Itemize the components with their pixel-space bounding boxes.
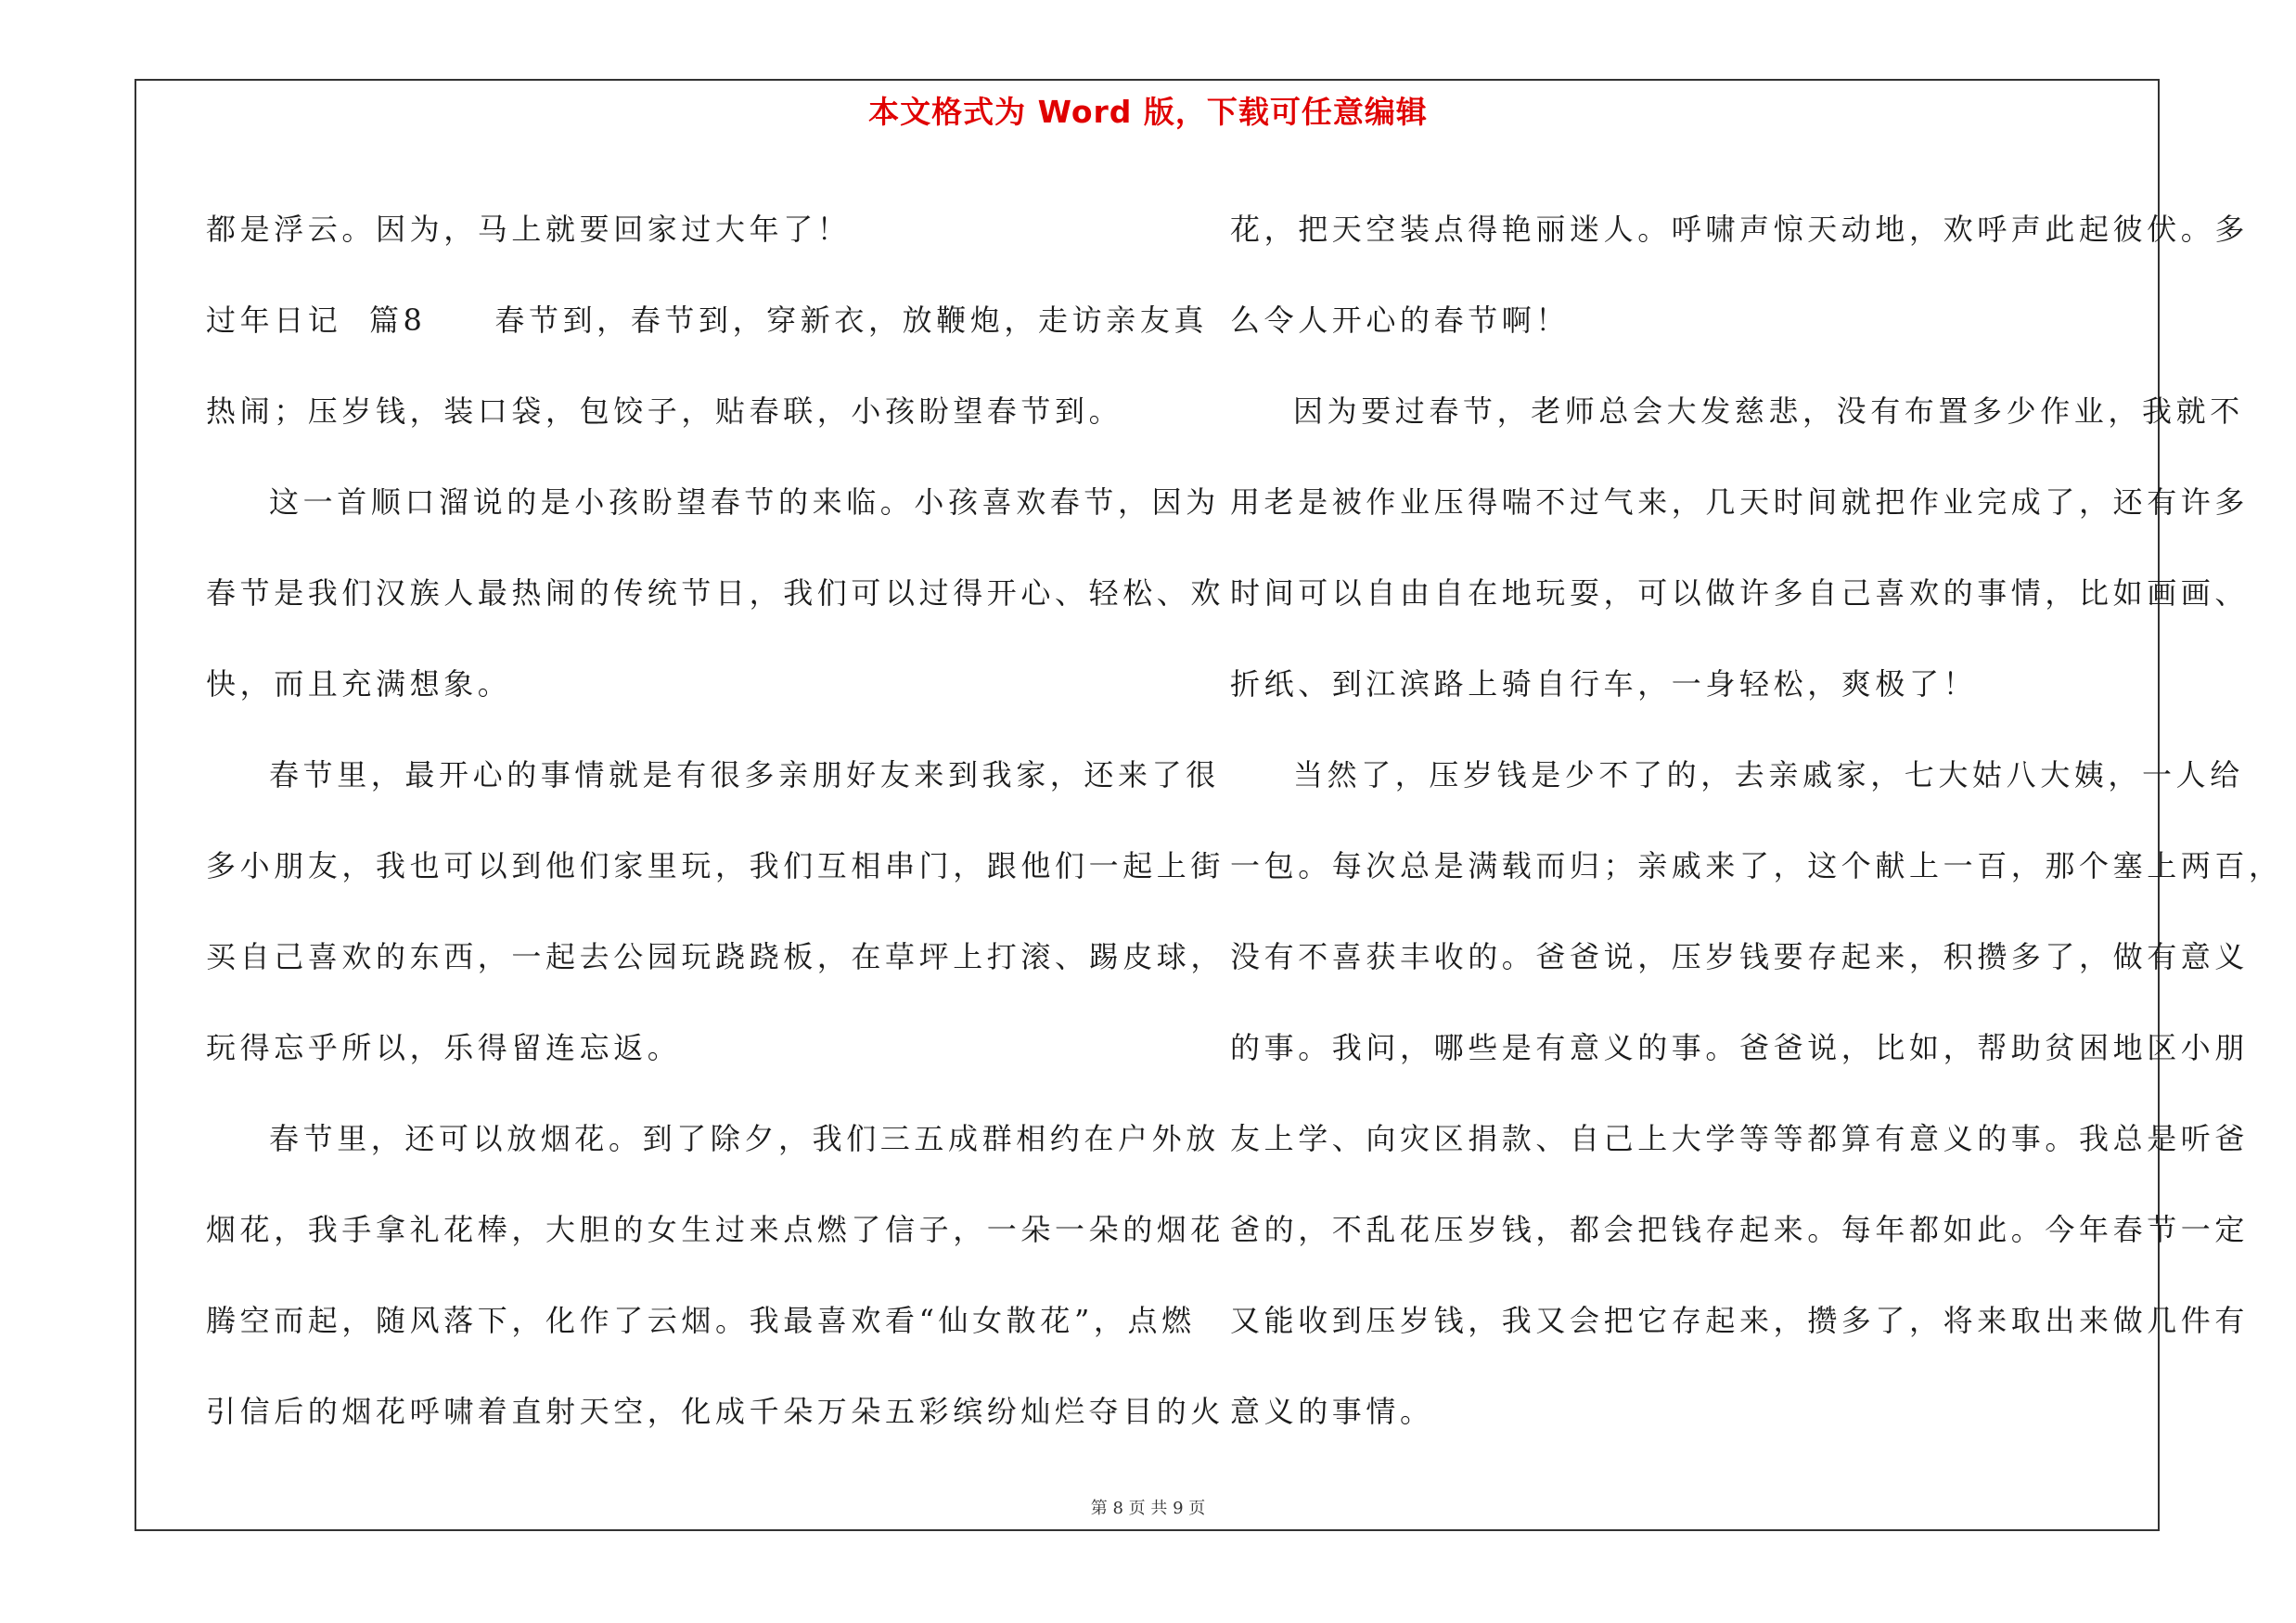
text-line: 当然了，压岁钱是少不了的，去亲戚家，七大姑八大姨，一人给: [1293, 757, 2244, 792]
text-line: 春节里，还可以放烟花。到了除夕，我们三五成群相约在户外放: [269, 1121, 1220, 1156]
text-line: 热闹；压岁钱，装口袋，包饺子，贴春联，小孩盼望春节到。: [206, 393, 1123, 429]
text-line: 爸的，不乱花压岁钱，都会把钱存起来。每年都如此。今年春节一定: [1230, 1212, 2250, 1247]
text-line: 都是浮云。因为，马上就要回家过大年了！: [206, 212, 852, 247]
text-line: 引信后的烟花呼啸着直射天空，化成千朵万朵五彩缤纷灿烂夺目的火: [206, 1394, 1225, 1429]
page-number-footer: 第 8 页 共 9 页: [1090, 1499, 1206, 1518]
text-line: 折纸、到江滨路上骑自行车，一身轻松，爽极了！: [1230, 666, 1978, 702]
text-line: 多小朋友，我也可以到他们家里玩，我们互相串门，跟他们一起上街: [206, 848, 1225, 883]
right-text-column: [1230, 184, 2283, 1457]
text-line: 友上学、向灾区捐款、自己上大学等等都算有意义的事。我总是听爸: [1230, 1121, 2250, 1156]
text-line: 时间可以自由自在地玩耍，可以做许多自己喜欢的事情，比如画画、: [1230, 575, 2250, 611]
text-line: 烟花，我手拿礼花棒，大胆的女生过来点燃了信子，一朵一朵的烟花: [206, 1212, 1225, 1247]
text-line: 没有不喜获丰收的。爸爸说，压岁钱要存起来，积攒多了，做有意义: [1230, 939, 2250, 974]
text-line: 腾空而起，随风落下，化作了云烟。我最喜欢看“仙女散花”，点燃: [206, 1303, 1196, 1338]
text-line: 这一首顺口溜说的是小孩盼望春节的来临。小孩喜欢春节，因为: [269, 484, 1220, 520]
left-text-column: [206, 184, 1225, 1457]
text-line: 又能收到压岁钱，我又会把它存起来，攒多了，将来取出来做几件有: [1230, 1303, 2250, 1338]
text-line: 花，把天空装点得艳丽迷人。呼啸声惊天动地，欢呼声此起彼伏。多: [1230, 212, 2250, 247]
text-line: 过年日记 篇8 春节到，春节到，穿新衣，放鞭炮，走访亲友真: [206, 303, 1208, 338]
text-line: 意义的事情。: [1230, 1394, 1434, 1429]
text-line: 么令人开心的春节啊！: [1230, 303, 1571, 338]
text-line: 一包。每次总是满载而归；亲戚来了，这个献上一百，那个塞上两百，: [1230, 848, 2283, 883]
text-line: 因为要过春节，老师总会大发慈悲，没有布置多少作业，我就不: [1293, 393, 2244, 429]
text-line: 买自己喜欢的东西，一起去公园玩跷跷板，在草坪上打滚、踢皮球，: [206, 939, 1225, 974]
text-line: 的事。我问，哪些是有意义的事。爸爸说，比如，帮助贫困地区小朋: [1230, 1030, 2250, 1065]
text-line: 快，而且充满想象。: [206, 666, 512, 702]
text-line: 春节里，最开心的事情就是有很多亲朋好友来到我家，还来了很: [269, 757, 1220, 792]
header-banner: 本文格式为 Word 版，下载可任意编辑: [868, 94, 1428, 130]
text-line: 春节是我们汉族人最热闹的传统节日，我们可以过得开心、轻松、欢: [206, 575, 1225, 611]
text-line: 玩得忘乎所以，乐得留连忘返。: [206, 1030, 682, 1065]
text-line: 用老是被作业压得喘不过气来，几天时间就把作业完成了，还有许多: [1230, 484, 2250, 520]
